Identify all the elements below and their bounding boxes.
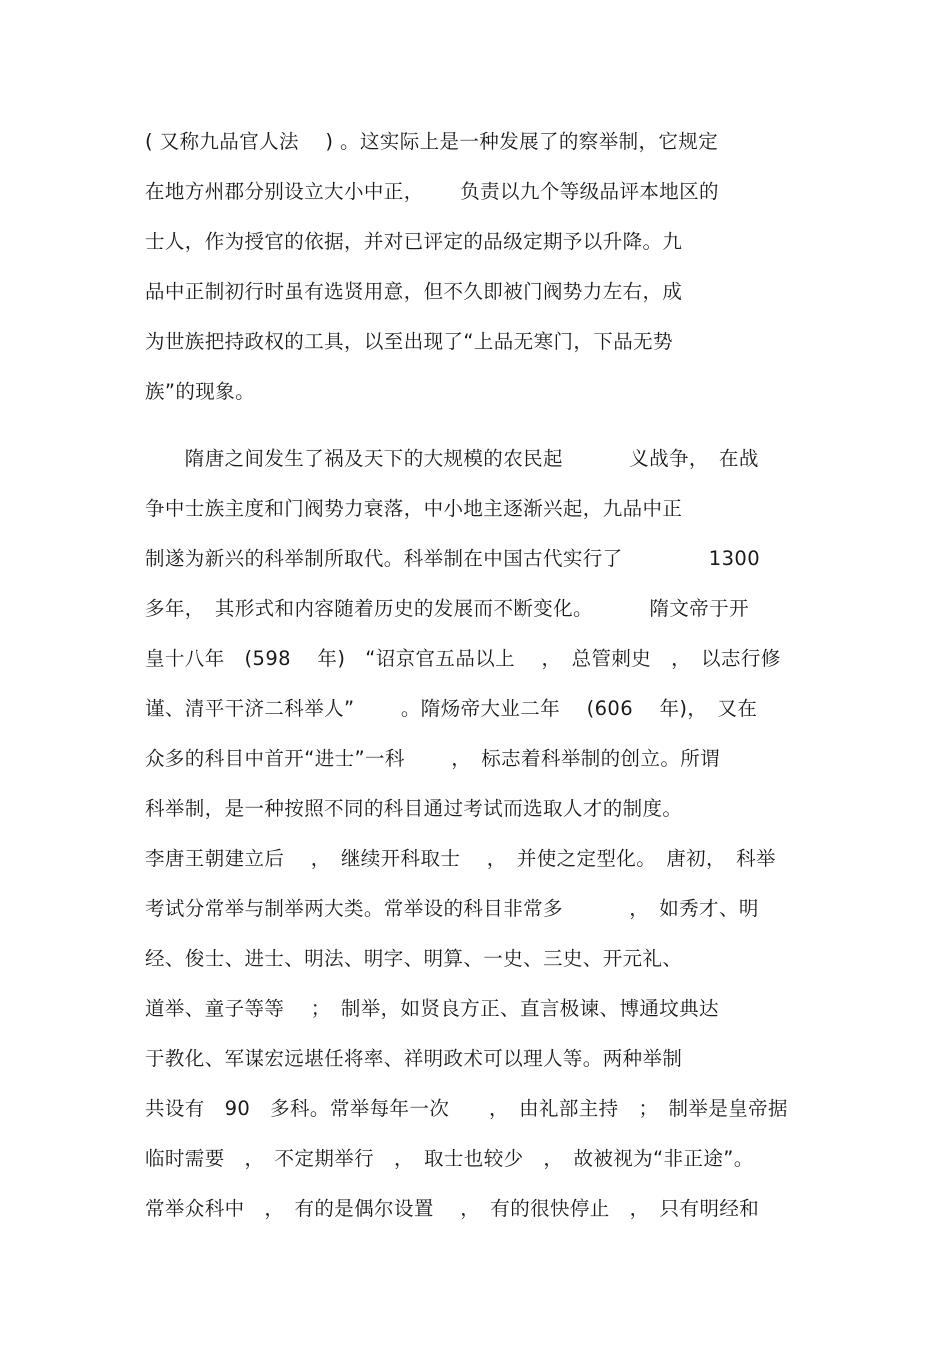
text-line-8: 争中士族主度和门阀势力衰落，中小地主逐渐兴起，九品中正 — [145, 497, 683, 520]
text-line-14: 科举制，是一种按照不同的科目通过考试而选取人才的制度。 — [145, 797, 683, 820]
text-line-17: 经、俊士、进士、明法、明字、明算、一史、三史、开元礼、 — [145, 947, 683, 970]
text-line-16: 考试分常举与制举两大类。常举设的科目非常多 ， 如秀才、明 — [145, 897, 759, 920]
text-line-3: 士人，作为授官的依据，并对已评定的品级定期予以升降。九 — [145, 230, 683, 253]
text-line-4: 品中正制初行时虽有选贤用意，但不久即被门阀势力左右，成 — [145, 280, 683, 303]
text-line-15: 李唐王朝建立后 ， 继续开科取士 ， 并使之定型化。 唐初， 科举 — [145, 847, 776, 870]
text-line-1: ( 又称九品官人法 ) 。这实际上是一种发展了的察举制，它规定 — [145, 130, 719, 153]
text-line-10: 多年， 其形式和内容随着历史的发展而不断变化。 隋文帝于开 — [145, 597, 749, 620]
text-line-19: 于教化、军谋宏远堪任将率、祥明政术可以理人等。两种举制 — [145, 1047, 683, 1070]
text-line-12: 谨、清平干济二科举人” 。隋炀帝大业二年 (606 年)， 又在 — [145, 697, 758, 720]
text-line-2: 在地方州郡分别设立大小中正， 负责以九个等级品评本地区的 — [145, 180, 719, 203]
text-line-6: 族”的现象。 — [145, 380, 256, 403]
text-line-21: 临时需要 ， 不定期举行 ， 取士也较少 ， 故被视为“非正途”。 — [145, 1147, 754, 1170]
text-line-13: 众多的科目中首开“进士”一科 ， 标志着科举制的创立。所谓 — [145, 747, 721, 770]
text-line-7: 隋唐之间发生了祸及天下的大规模的农民起 义战争， 在战 — [145, 447, 759, 470]
text-line-20: 共设有 90 多科。常举每年一次 ， 由礼部主持 ； 制举是皇帝据 — [145, 1097, 788, 1120]
text-line-11: 皇十八年 (598 年) “诏京官五品以上 ， 总管刺史 ， 以志行修 — [145, 647, 781, 670]
text-line-18: 道举、童子等等 ； 制举，如贤良方正、直言极谏、博通坟典达 — [145, 997, 719, 1020]
text-line-22: 常举众科中 ， 有的是偶尔设置 ， 有的很快停止 ， 只有明经和 — [145, 1197, 760, 1220]
text-line-5: 为世族把持政权的工具，以至出现了“上品无寒门，下品无势 — [145, 330, 673, 353]
text-line-9: 制遂为新兴的科举制所取代。科举制在中国古代实行了 1300 — [145, 547, 761, 570]
